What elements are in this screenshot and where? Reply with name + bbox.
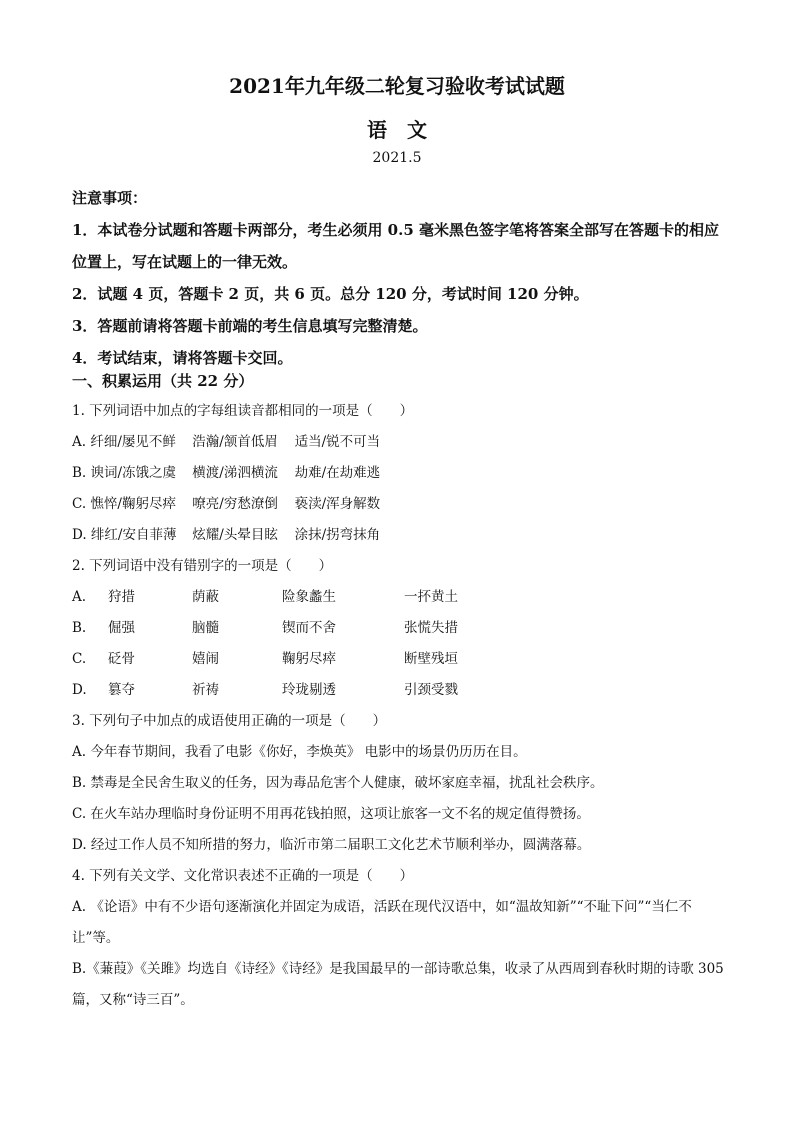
option-word: 篡夺 xyxy=(108,682,135,698)
question-2 xyxy=(72,551,732,706)
option-letter: A. xyxy=(72,589,87,605)
option-word: 祈祷 xyxy=(192,682,219,698)
option-word: 引颈受戮 xyxy=(404,682,458,698)
option-a: A. 《论语》中有不少语句逐渐演化并固定为成语，活跃在现代汉语中，如“温故知新”“不耻下问”“当仁不让”等。 xyxy=(72,899,692,946)
questions xyxy=(72,396,732,1016)
option-word: 险象蠡生 xyxy=(282,589,336,605)
note-item: 1．本试卷分试题和答题卡两部分，考生必须用 0.5 毫米黑色签字笔将答案全部写在答题卡的相应位置上，写在试题上的一律无效。 xyxy=(72,221,719,271)
option-a xyxy=(72,582,732,613)
option-d xyxy=(72,520,732,551)
section-heading: 一、积累运用（共 22 分） xyxy=(72,372,254,390)
option-word: 砭骨 xyxy=(108,651,135,667)
option-text: D. 绯红/安自菲薄 xyxy=(72,527,177,543)
option-word: 倔强 xyxy=(108,620,135,636)
option-word: 一抔黄土 xyxy=(404,589,458,605)
question-stem: 1. 下列词语中加点的字每组读音都相同的一项是（ ） xyxy=(72,403,414,419)
option-word: 断壁残垣 xyxy=(404,651,458,667)
option-word: 嬉闹 xyxy=(192,651,219,667)
option-text: 嘹亮/穷愁潦倒 xyxy=(192,496,278,512)
option-a: A. 今年春节期间，我看了电影《你好，李焕英》 电影中的场景仍历历在目。 xyxy=(72,744,527,760)
question-3 xyxy=(72,706,732,861)
note-item: 3．答题前请将答题卡前端的考生信息填写完整清楚。 xyxy=(72,317,428,335)
option-text: A. 纤细/屡见不鲜 xyxy=(72,434,176,450)
option-letter: B. xyxy=(72,620,87,636)
option-b xyxy=(72,613,732,644)
option-word: 张慌失措 xyxy=(404,620,458,636)
option-text: 炫耀/头晕目眩 xyxy=(192,527,278,543)
option-word: 玲珑剔透 xyxy=(282,682,336,698)
notes-section xyxy=(72,182,732,374)
option-b: B. 禁毒是全民舍生取义的任务，因为毒品危害个人健康，破坏家庭幸福，扰乱社会秩序。 xyxy=(72,775,604,791)
option-c xyxy=(72,644,732,675)
option-text: C. 憔悴/鞠躬尽瘁 xyxy=(72,496,176,512)
exam-title: 2021年九年级二轮复习验收考试试题 xyxy=(229,74,565,98)
notes-heading: 注意事项： xyxy=(72,189,148,207)
note-item: 2．试题 4 页，答题卡 2 页，共 6 页。总分 120 分，考试时间 120 分钟。 xyxy=(72,285,589,303)
option-b xyxy=(72,458,732,489)
option-text: 适当/锐不可当 xyxy=(294,434,381,450)
question-stem: 2. 下列词语中没有错别字的一项是（ ） xyxy=(72,558,333,574)
question-stem: 4. 下列有关文学、文化常识表述不正确的一项是（ ） xyxy=(72,868,414,884)
note-item: 4．考试结束，请将答题卡交回。 xyxy=(72,349,293,367)
option-text: 亵渎/浑身解数 xyxy=(294,496,381,512)
option-b: B.《蒹葭》《关雎》均选自《诗经》《诗经》是我国最早的一部诗歌总集，收录了从西周到春秋时期的诗歌 305 篇，又称“诗三百”。 xyxy=(72,961,724,1008)
option-text: 劫难/在劫难逃 xyxy=(294,465,381,481)
subject-title: 语 文 xyxy=(367,118,427,142)
option-d: D. 经过工作人员不知所措的努力，临沂市第二届职工文化艺术节顺利举办，圆满落幕。 xyxy=(72,837,591,853)
option-word: 脑髓 xyxy=(192,620,219,636)
option-c xyxy=(72,489,732,520)
option-word: 荫蔽 xyxy=(192,589,219,605)
option-letter: D. xyxy=(72,682,87,698)
option-text: B. 谀词/冻饿之虞 xyxy=(72,465,177,481)
option-d xyxy=(72,675,732,706)
option-c: C. 在火车站办理临时身份证明不用再花钱拍照，这项让旅客一文不名的规定值得赞扬。 xyxy=(72,806,590,822)
option-a xyxy=(72,427,732,458)
option-word: 狩措 xyxy=(108,589,135,605)
option-word: 鞠躬尽瘁 xyxy=(282,651,336,667)
option-text: 横渡/涕泗横流 xyxy=(192,465,278,481)
question-1 xyxy=(72,396,732,551)
option-word: 锲而不舍 xyxy=(282,620,336,636)
option-letter: C. xyxy=(72,651,87,667)
question-4 xyxy=(72,861,732,1016)
option-text: 浩瀚/颔首低眉 xyxy=(192,434,278,450)
option-text: 涂抹/拐弯抹角 xyxy=(294,527,381,543)
exam-date: 2021.5 xyxy=(372,150,422,166)
question-stem: 3. 下列句子中加点的成语使用正确的一项是（ ） xyxy=(72,713,387,729)
